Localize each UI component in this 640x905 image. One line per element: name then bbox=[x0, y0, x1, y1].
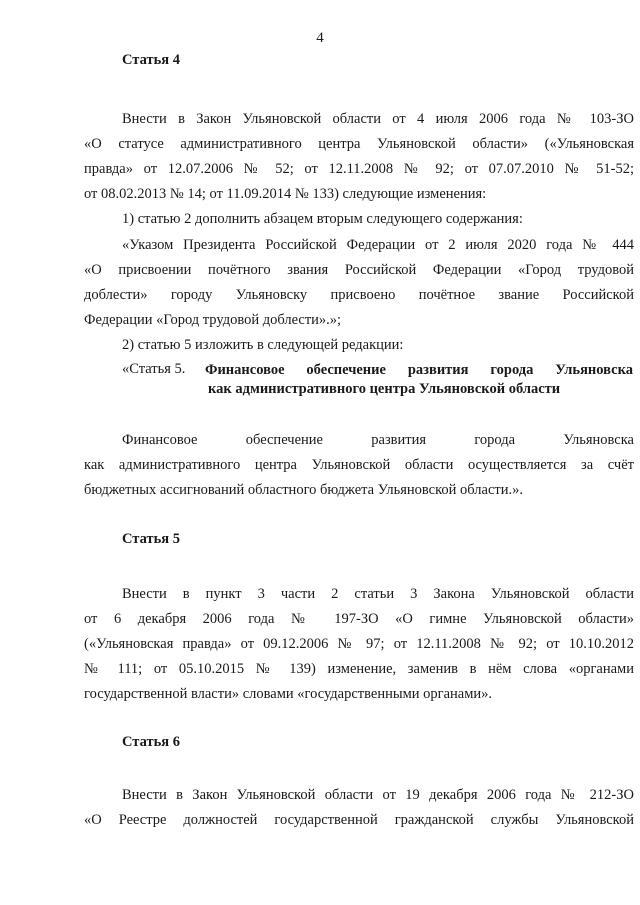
text-line: Внести в Закон Ульяновской области от 19 декабря 2006 года № 212-ЗО bbox=[122, 787, 634, 803]
text-line: правда» от 12.07.2006 № 52; от 12.11.2008 № 92; от 07.07.2010 № 51-52; bbox=[84, 161, 634, 177]
text-line: государственной власти» словами «государственными органами». bbox=[84, 686, 493, 702]
text-line: Внести в пункт 3 части 2 статьи 3 Закона Ульяновской области bbox=[122, 586, 634, 602]
page-number: 4 bbox=[316, 30, 324, 46]
text-line: «О статусе административного центра Ульяновской области» («Ульяновская bbox=[84, 136, 634, 152]
article-5-label: «Статья 5. bbox=[122, 361, 186, 377]
text-line: Внести в Закон Ульяновской области от 4 июля 2006 года № 103-ЗО bbox=[122, 111, 634, 127]
text-line: бюджетных ассигнований областного бюджета Ульяновской области.». bbox=[84, 482, 523, 498]
article-5-heading: Статья 5 bbox=[122, 531, 180, 547]
list-item: 2) статью 5 изложить в следующей редакции: bbox=[122, 337, 404, 353]
quote-line: «Указом Президента Российской Федерации от 2 июля 2020 года № 444 bbox=[122, 237, 634, 253]
text-line: как административного центра Ульяновской области осуществляется за счёт bbox=[84, 457, 634, 473]
article-5-title: как административного центра Ульяновской области bbox=[208, 381, 561, 397]
article-6-heading: Статья 6 bbox=[122, 734, 180, 750]
text-line: «О Реестре должностей государственной гражданской службы Ульяновской bbox=[84, 812, 634, 828]
list-item: 1) статью 2 дополнить абзацем вторым следующего содержания: bbox=[122, 211, 523, 227]
article-5-title: Финансовое обеспечение развития города Ульяновска bbox=[205, 362, 633, 378]
article-4-heading: Статья 4 bbox=[122, 52, 180, 68]
quote-line: Федерации «Город трудовой доблести».»; bbox=[84, 312, 342, 328]
text-line: от 6 декабря 2006 года № 197-ЗО «О гимне Ульяновской области» bbox=[84, 611, 634, 627]
text-line: Финансовое обеспечение развития города Ульяновска bbox=[122, 432, 634, 448]
quote-line: «О присвоении почётного звания Российской Федерации «Город трудовой bbox=[84, 262, 634, 278]
text-line: № 111; от 05.10.2015 № 139) изменение, заменив в нём слова «органами bbox=[84, 661, 634, 677]
text-line: от 08.02.2013 № 14; от 11.09.2014 № 133) следующие изменения: bbox=[84, 186, 487, 202]
text-line: («Ульяновская правда» от 09.12.2006 № 97; от 12.11.2008 № 92; от 10.10.2012 bbox=[84, 636, 634, 652]
quote-line: доблести» городу Ульяновску присвоено почётное звание Российской bbox=[84, 287, 634, 303]
